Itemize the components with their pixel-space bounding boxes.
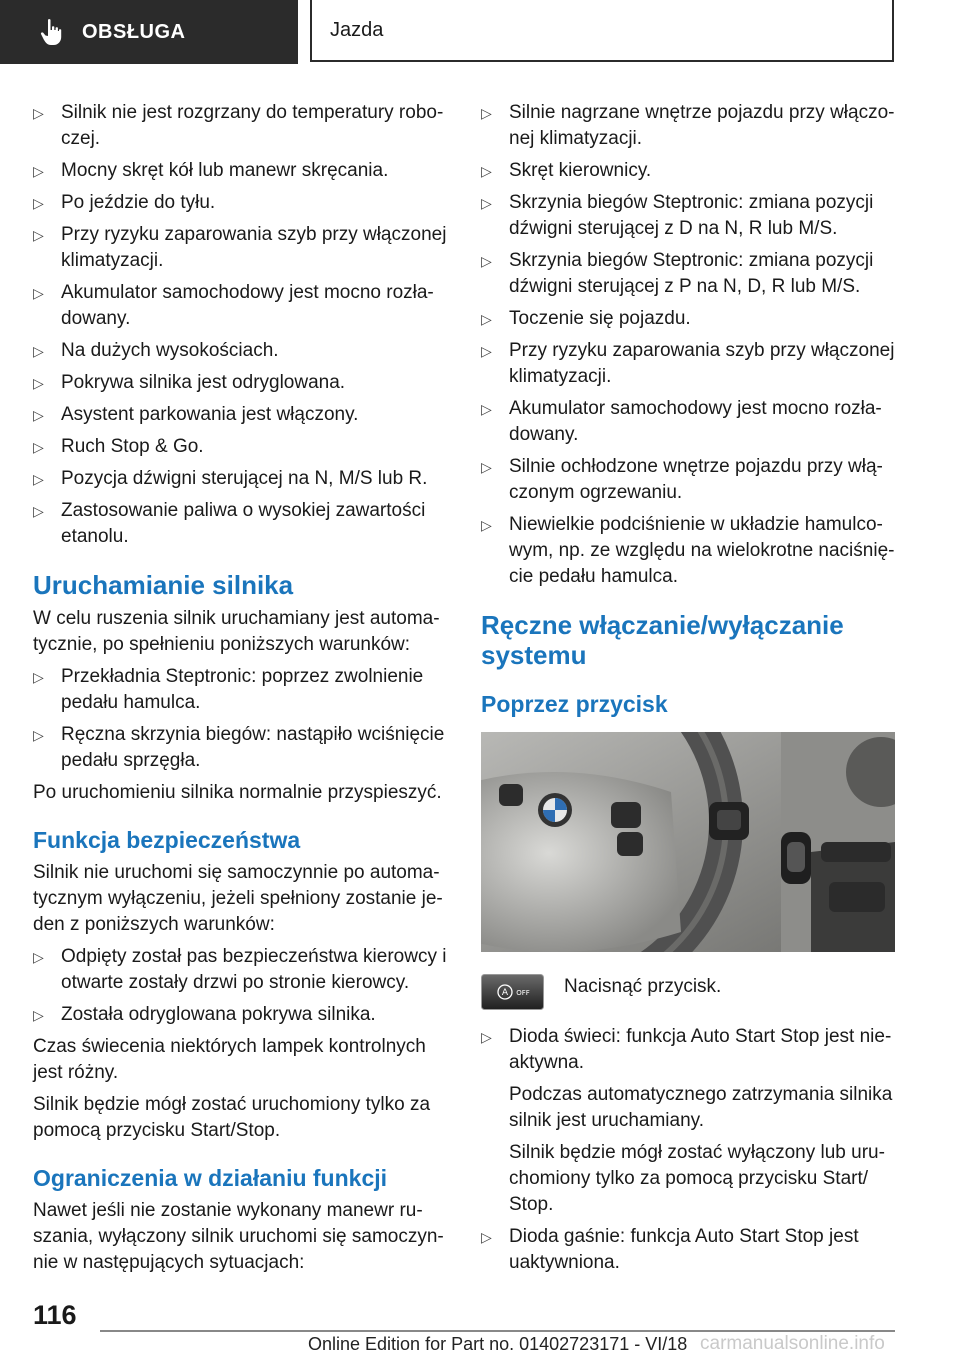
- triangle-right-icon: ▷: [481, 401, 492, 417]
- list-item: ▷ Pozycja dźwigni sterującej na N, M/S lub R.: [33, 466, 448, 492]
- triangle-right-icon: ▷: [33, 105, 44, 121]
- list-item: ▷ Silnik nie jest rozgrzany do temperatury robo- czej.: [33, 102, 444, 149]
- triangle-right-icon: ▷: [33, 227, 44, 243]
- svg-text:OFF: OFF: [516, 989, 530, 997]
- triangle-right-icon: ▷: [33, 503, 44, 519]
- triangle-right-icon: ▷: [33, 195, 44, 211]
- triangle-right-icon: ▷: [33, 1007, 44, 1023]
- safety-conditions-list: [33, 944, 448, 1028]
- list-item: ▷ Akumulator samochodowy jest mocno rozła- dowany.: [33, 282, 434, 329]
- list-item: ▷ Ręczna skrzynia biegów: nastąpiło wciśnięcie pedału sprzęgła.: [33, 724, 445, 771]
- triangle-right-icon: ▷: [33, 949, 44, 965]
- svg-text:A: A: [501, 988, 509, 998]
- section-tab: [0, 0, 298, 64]
- list-item: ▷ Przy ryzyku zaparowania szyb przy włączonej klimatyzacji.: [33, 224, 447, 271]
- triangle-right-icon: ▷: [33, 375, 44, 391]
- triangle-right-icon: ▷: [481, 517, 492, 533]
- watermark: carmanualsonline.info: [700, 1333, 885, 1354]
- list-item: ▷ Pokrywa silnika jest odryglowana.: [33, 370, 448, 396]
- restart-conditions-list: [481, 100, 895, 590]
- list-item: ▷ Dioda gaśnie: funkcja Auto Start Stop jest uaktywniona.: [481, 1226, 859, 1273]
- footer-divider: [100, 1330, 895, 1332]
- paragraph: Silnik będzie mógł zostać wyłączony lub uru- chomiony tylko za pomocą przycisku Start/ Stop.: [509, 1142, 885, 1215]
- section-label: OBSŁUGA: [82, 20, 186, 43]
- triangle-right-icon: ▷: [33, 163, 44, 179]
- list-item: ▷ Skręt kierownicy.: [481, 158, 895, 184]
- list-item: ▷ Akumulator samochodowy jest mocno rozła- dowany.: [481, 398, 882, 445]
- edition-text: Online Edition for Part no. 01402723171 - VI/18: [308, 1334, 688, 1354]
- list-item: ▷ Silnie ochłodzone wnętrze pojazdu przy włą- czonym ogrzewaniu.: [481, 456, 883, 503]
- triangle-right-icon: ▷: [481, 1029, 492, 1045]
- page-number: 116: [33, 1300, 77, 1330]
- paragraph: Silnik nie uruchomi się samoczynnie po automa- tycznym wyłączeniu, jeżeli spełniony zostanie je- den z poniższych warunków:: [33, 862, 443, 935]
- list-item: ▷ Asystent parkowania jest włączony.: [33, 402, 448, 428]
- triangle-right-icon: ▷: [481, 105, 492, 121]
- list-item: ▷ Przekładnia Steptronic: poprzez zwolnienie pedału hamulca.: [33, 666, 424, 713]
- left-column: [33, 100, 448, 1282]
- hand-pointer-icon: [40, 18, 64, 46]
- list-item: ▷ Skrzynia biegów Steptronic: zmiana pozycji dźwigni sterującej z D na N, R lub M/S.: [481, 192, 874, 239]
- button-instruction: [481, 974, 895, 1010]
- start-conditions-list: [33, 664, 448, 774]
- triangle-right-icon: ▷: [481, 195, 492, 211]
- list-item: ▷ Toczenie się pojazdu.: [481, 306, 895, 332]
- list-item: ▷ Mocny skręt kół lub manewr skręcania.: [33, 158, 448, 184]
- heading-safety-function: Funkcja bezpieczeństwa: [33, 827, 301, 853]
- heading-function-limits: Ograniczenia w działaniu funkcji: [33, 1165, 388, 1191]
- triangle-right-icon: ▷: [33, 407, 44, 423]
- list-item: ▷ Ruch Stop & Go.: [33, 434, 448, 460]
- triangle-right-icon: ▷: [33, 669, 44, 685]
- list-item: ▷ Silnie nagrzane wnętrze pojazdu przy włączo- nej klimatyzacji.: [481, 102, 895, 149]
- list-item: ▷ Przy ryzyku zaparowania szyb przy włączonej klimatyzacji.: [481, 340, 895, 387]
- auto-start-stop-button-icon: [481, 974, 544, 1010]
- page-header: [0, 0, 960, 66]
- heading-via-button: Poprzez przycisk: [481, 691, 668, 717]
- paragraph: W celu ruszenia silnik uruchamiany jest automa- tycznie, po spełnieniu poniższych warunków:: [33, 608, 440, 655]
- paragraph: Nawet jeśli nie zostanie wykonany manewr ru- szania, wyłączony silnik uruchomi się samoczyn- nie w następujących sytuacjach:: [33, 1200, 444, 1273]
- heading-manual-toggle: Ręczne włączanie/wyłączanie systemu: [481, 610, 844, 670]
- paragraph: Czas świecenia niektórych lampek kontrolnych jest różny.: [33, 1036, 426, 1083]
- triangle-right-icon: ▷: [481, 311, 492, 327]
- list-item: ▷ Niewielkie podciśnienie w układzie hamulco- wym, np. ze względu na wielokrotne naciśnię- cie pedału hamulca.: [481, 514, 895, 587]
- list-item: ▷ Została odryglowana pokrywa silnika.: [33, 1002, 448, 1028]
- chapter-tab: [310, 0, 894, 62]
- triangle-right-icon: ▷: [33, 343, 44, 359]
- paragraph: Po uruchomieniu silnika normalnie przyspieszyć.: [33, 782, 442, 803]
- chapter-label: Jazda: [330, 18, 384, 41]
- list-item: ▷ Po jeździe do tyłu.: [33, 190, 448, 216]
- triangle-right-icon: ▷: [481, 1229, 492, 1245]
- led-status-list: [481, 1024, 895, 1276]
- conditions-list: [33, 100, 448, 550]
- paragraph: Silnik będzie mógł zostać uruchomiony tylko za pomocą przycisku Start/Stop.: [33, 1094, 431, 1141]
- triangle-right-icon: ▷: [33, 471, 44, 487]
- page-footer: [0, 1300, 960, 1362]
- triangle-right-icon: ▷: [33, 727, 44, 743]
- triangle-right-icon: ▷: [481, 459, 492, 475]
- steering-wheel-photo: [481, 732, 895, 952]
- press-button-text: Nacisnąć przycisk.: [564, 976, 722, 997]
- triangle-right-icon: ▷: [33, 439, 44, 455]
- triangle-right-icon: ▷: [481, 253, 492, 269]
- right-column: [481, 100, 895, 1282]
- list-item: ▷ Odpięty został pas bezpieczeństwa kierowcy i otwarte zostały drzwi po stronie kierowcy.: [33, 946, 447, 993]
- paragraph: Podczas automatycznego zatrzymania silnika silnik jest uruchamiany.: [509, 1084, 893, 1131]
- heading-engine-start: Uruchamianie silnika: [33, 570, 294, 600]
- list-item: ▷ Zastosowanie paliwa o wysokiej zawartości etanolu.: [33, 500, 426, 547]
- list-item: ▷ Na dużych wysokościach.: [33, 338, 448, 364]
- list-item: ▷ Skrzynia biegów Steptronic: zmiana pozycji dźwigni sterującej z P na N, D, R lub M/S.: [481, 250, 874, 297]
- triangle-right-icon: ▷: [481, 343, 492, 359]
- list-item: ▷ Dioda świeci: funkcja Auto Start Stop jest nie- aktywna. Podczas automatycznego zatrzymania silnika silnik jest uruchamiany. Silnik będzie mógł zostać wyłączony lub uru- chomiony tylko za pomocą przycisku Start/ Stop.: [481, 1024, 895, 1218]
- triangle-right-icon: ▷: [33, 285, 44, 301]
- triangle-right-icon: ▷: [481, 163, 492, 179]
